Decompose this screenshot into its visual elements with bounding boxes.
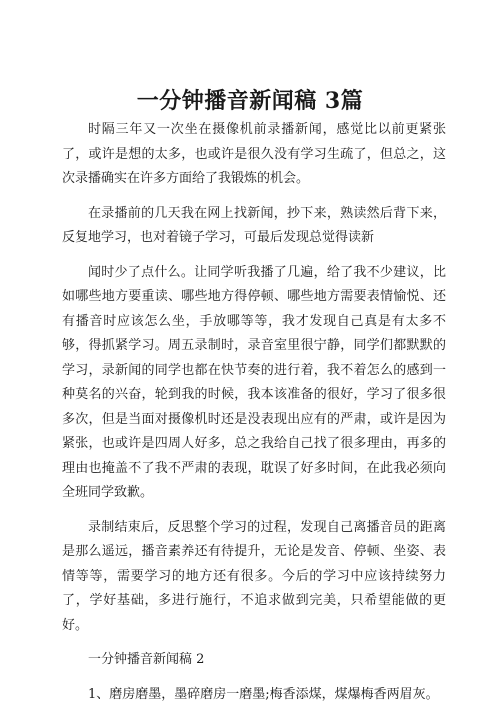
paragraph-3: 闻时少了点什么。让同学听我播了几遍，给了我不少建议，比如哪些地方要重读、哪些地方得停顿、哪些地方需要表情愉悦、还有播音时应该怎么坐，手放哪等等，我才发现自己真是有太多不够，得抓紧学习。周五录制时，录音室里很宁静，同学们都默默的学习，录新闻的同学也都在快节奏的进行着，我不着怎么的感到一种莫名的兴奋，轮到我的时候，我本该准备的很好，学习了很多很多次，但是当面对摄像机时还是没表现出应有的严肃，或许是因为紧张，也或许是四周人好多，总之我给自己找了很多理由，再多的理由也掩盖不了我不严肃的表现，耽误了好多时间，在此我必须向全班同学致歉。: [62, 264, 446, 500]
document-title: 一分钟播音新闻稿 3篇: [136, 88, 364, 114]
section-heading: 一分钟播音新闻稿 2: [88, 652, 205, 667]
document-body: [62, 118, 446, 717]
paragraph-4: 录制结束后，反思整个学习的过程，发现自己离播音员的距离是那么遥远，播音素养还有待提升，无论是发音、停顿、坐姿、表情等等，需要学习的地方还有很多。今后的学习中应该持续努力了，学好基础，多进行施行，不追求做到完美，只希望能做的更好。: [62, 519, 446, 633]
paragraph-2: 在录播前的几天我在网上找新闻，抄下来，熟读然后背下来，反复地学习，也对着镜子学习，可最后发现总觉得读新: [62, 205, 446, 245]
paragraph-1: 时隔三年又一次坐在摄像机前录播新闻，感觉比以前更紧张了，或许是想的太多，也或许是很久没有学习生疏了，但总之，这次录播确实在许多方面给了我锻炼的机会。: [62, 122, 446, 186]
list-line-1: 1、磨房磨墨，墨碎磨房一磨墨;梅香添煤，煤爆梅香两眉灰。: [88, 686, 439, 702]
